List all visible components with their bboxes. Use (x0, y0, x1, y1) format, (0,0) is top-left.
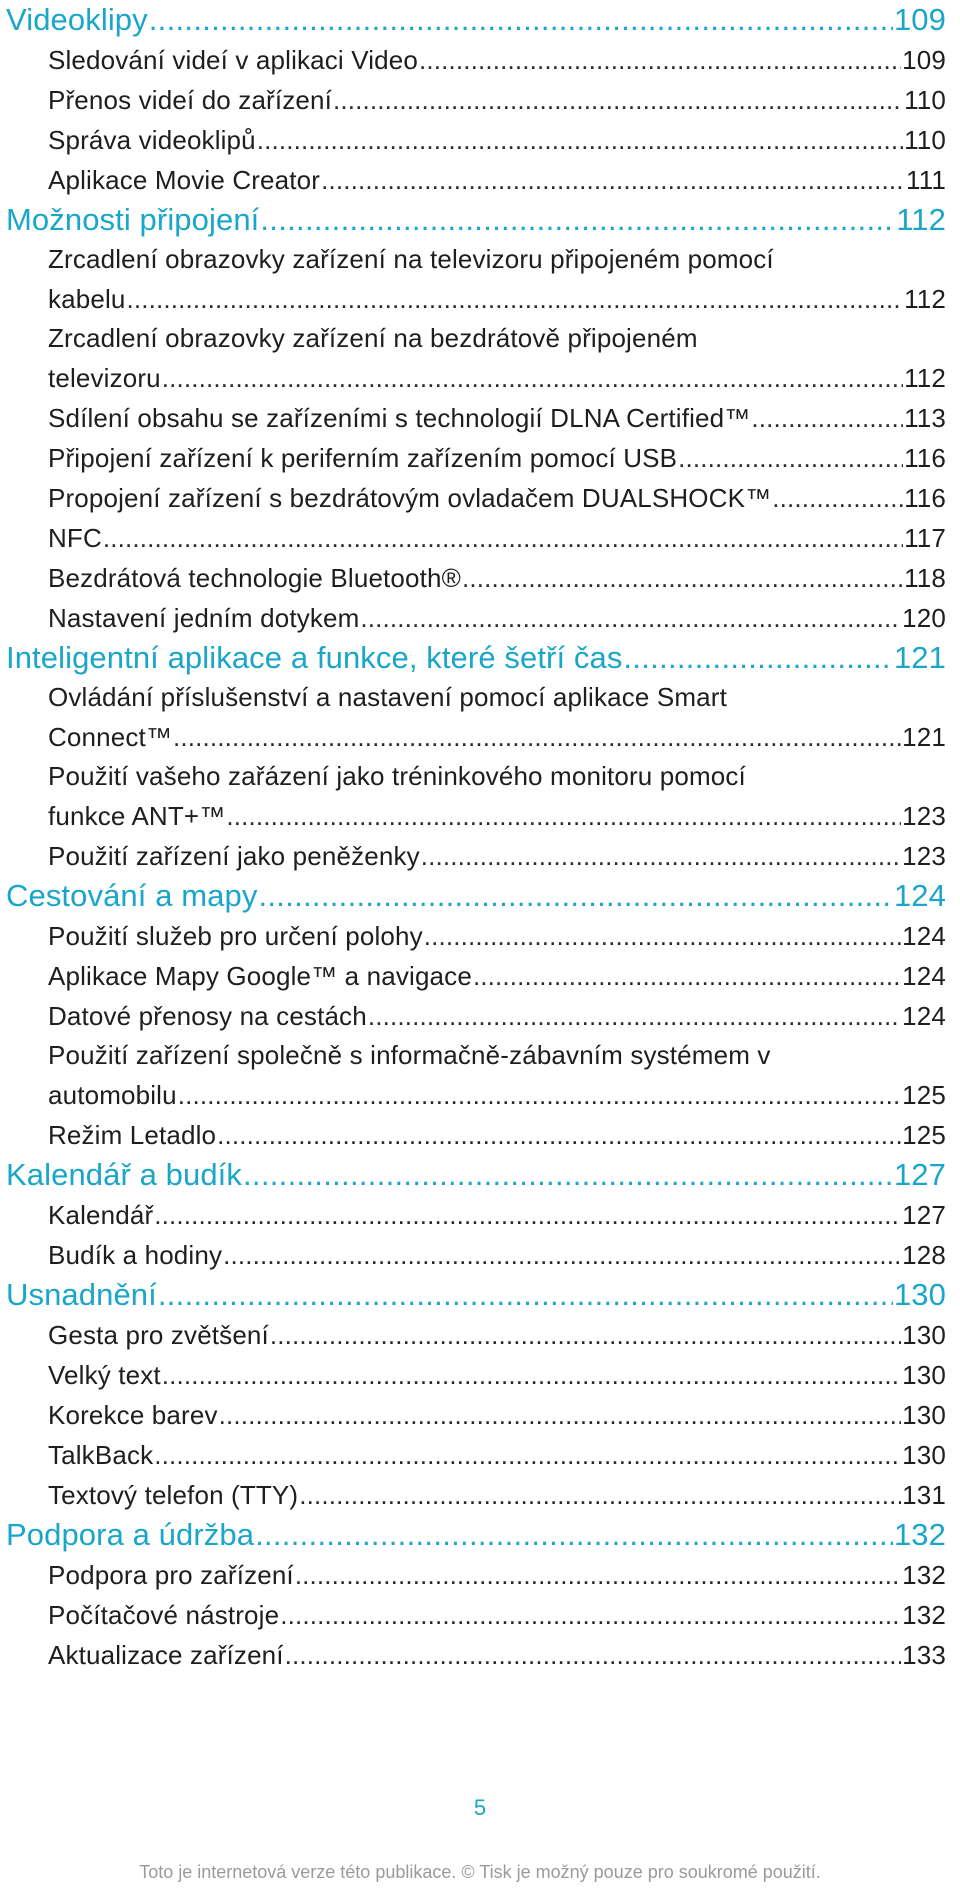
leader-dots (421, 836, 901, 876)
entry-title: Connect™ (48, 722, 173, 752)
leader-dots (217, 1115, 901, 1155)
entry-page-number: 123 (902, 841, 946, 871)
entry-title: Datové přenosy na cestách (48, 1001, 367, 1031)
toc-entry[interactable] (6, 398, 946, 438)
entry-page-number: 130 (902, 1320, 946, 1350)
leader-dots (751, 398, 903, 438)
toc-entry[interactable] (6, 40, 946, 80)
heading-page-number: 109 (893, 2, 946, 37)
table-of-contents (6, 0, 946, 1675)
entry-title: Aplikace Movie Creator (48, 165, 321, 195)
leader-dots (223, 1235, 901, 1275)
entry-page-number: 132 (902, 1560, 946, 1590)
entry-page-number: 130 (902, 1400, 946, 1430)
leader-dots (158, 1275, 893, 1315)
entry-page-number: 116 (904, 483, 946, 513)
toc-section (6, 0, 946, 200)
toc-entry[interactable] (6, 916, 946, 956)
entry-title: Bezdrátová technologie Bluetooth® (48, 563, 461, 593)
entry-page-number: 130 (902, 1360, 946, 1390)
entry-title: televizoru (48, 363, 161, 393)
heading-page-number: 121 (893, 640, 946, 675)
toc-heading[interactable] (6, 1275, 946, 1315)
toc-entry[interactable] (6, 1595, 946, 1635)
toc-entry[interactable] (6, 956, 946, 996)
leader-dots (419, 40, 901, 80)
toc-entry[interactable] (6, 836, 946, 876)
toc-entry[interactable] (6, 478, 946, 518)
toc-heading[interactable] (6, 0, 946, 40)
toc-entry[interactable] (6, 1315, 946, 1355)
leader-dots (219, 1395, 902, 1435)
leader-dots (103, 518, 903, 558)
entry-title: Gesta pro zvětšení (48, 1320, 269, 1350)
toc-section (6, 1275, 946, 1515)
toc-entry[interactable] (6, 1395, 946, 1435)
leader-dots (162, 358, 903, 398)
entry-title: NFC (48, 523, 102, 553)
toc-entry[interactable] (6, 598, 946, 638)
leader-dots (178, 1075, 901, 1115)
entry-title-line1: Zrcadlení obrazovky zařízení na bezdrátově připojeném (48, 323, 698, 353)
toc-entry[interactable] (6, 1235, 946, 1275)
leader-dots (173, 717, 901, 757)
toc-entry[interactable] (6, 996, 946, 1036)
entry-page-number: 110 (904, 85, 946, 115)
leader-dots (299, 1475, 901, 1515)
entry-page-number: 131 (902, 1480, 946, 1510)
entry-title: funkce ANT+™ (48, 801, 226, 831)
heading-title: Usnadnění (6, 1277, 157, 1312)
toc-entry[interactable] (6, 678, 946, 757)
entry-title: Podpora pro zařízení (48, 1560, 294, 1590)
heading-page-number: 127 (893, 1157, 946, 1192)
heading-title: Cestování a mapy (6, 878, 258, 913)
leader-dots (473, 956, 901, 996)
leader-dots (280, 1595, 901, 1635)
entry-title: Korekce barev (48, 1400, 218, 1430)
toc-section (6, 638, 946, 876)
leader-dots (162, 1355, 901, 1395)
leader-dots (368, 996, 901, 1036)
leader-dots (295, 1555, 901, 1595)
leader-dots (149, 0, 893, 40)
entry-title: Režim Letadlo (48, 1120, 217, 1150)
entry-title: Velký text (48, 1360, 161, 1390)
leader-dots (226, 796, 901, 836)
heading-page-number: 130 (893, 1277, 946, 1312)
heading-page-number: 124 (893, 878, 946, 913)
leader-dots (258, 876, 893, 916)
toc-entry[interactable] (6, 319, 946, 398)
entry-title: Aktualizace zařízení (48, 1640, 284, 1670)
entry-page-number: 117 (904, 523, 946, 553)
heading-title: Kalendář a budík (6, 1157, 242, 1192)
leader-dots (154, 1195, 901, 1235)
entry-page-number: 109 (902, 45, 946, 75)
leader-dots (257, 120, 903, 160)
toc-entry[interactable] (6, 1555, 946, 1595)
toc-section (6, 876, 946, 1155)
entry-page-number: 124 (902, 961, 946, 991)
entry-title: automobilu (48, 1080, 177, 1110)
entry-title: Přenos videí do zařízení (48, 85, 332, 115)
entry-page-number: 127 (902, 1200, 946, 1230)
toc-entry[interactable] (6, 240, 946, 319)
toc-entry[interactable] (6, 160, 946, 200)
entry-page-number: 116 (904, 443, 946, 473)
leader-dots (623, 638, 893, 678)
entry-page-number: 111 (906, 165, 946, 195)
toc-entry[interactable] (6, 1195, 946, 1235)
entry-title: Připojení zařízení k periferním zařízením pomocí USB (48, 443, 678, 473)
entry-title-line1: Ovládání příslušenství a nastavení pomocí aplikace Smart (48, 682, 727, 712)
toc-heading[interactable] (6, 1515, 946, 1555)
toc-entry[interactable] (6, 120, 946, 160)
entry-page-number: 125 (902, 1120, 946, 1150)
toc-section (6, 1155, 946, 1275)
toc-entry[interactable] (6, 80, 946, 120)
entry-title: Kalendář (48, 1200, 154, 1230)
entry-title: Sdílení obsahu se zařízeními s technologií DLNA Certified™ (48, 403, 751, 433)
heading-title: Možnosti připojení (6, 202, 260, 237)
entry-title-line1: Použití zařízení společně s informačně-zábavním systémem v (48, 1040, 771, 1070)
leader-dots (360, 598, 901, 638)
leader-dots (255, 1515, 893, 1555)
toc-entry[interactable] (6, 1435, 946, 1475)
entry-title: Budík a hodiny (48, 1240, 223, 1270)
leader-dots (462, 558, 903, 598)
toc-section (6, 200, 946, 638)
heading-title: Videoklipy (6, 2, 148, 37)
entry-title: Textový telefon (TTY) (48, 1480, 299, 1510)
entry-page-number: 124 (902, 921, 946, 951)
toc-entry[interactable] (6, 1475, 946, 1515)
leader-dots (270, 1315, 901, 1355)
entry-page-number: 125 (902, 1080, 946, 1110)
entry-title: kabelu (48, 284, 126, 314)
entry-title: Použití služeb pro určení polohy (48, 921, 423, 951)
toc-entry[interactable] (6, 558, 946, 598)
toc-entry[interactable] (6, 757, 946, 836)
entry-page-number: 123 (902, 801, 946, 831)
leader-dots (127, 279, 904, 319)
leader-dots (243, 1155, 893, 1195)
entry-page-number: 121 (902, 722, 946, 752)
entry-page-number: 112 (904, 363, 946, 393)
footer-note: Toto je internetová verze této publikace. © Tisk je možný pouze pro soukromé použití. (139, 1862, 821, 1882)
heading-title: Inteligentní aplikace a funkce, které šetří čas (6, 640, 623, 675)
entry-page-number: 112 (904, 284, 946, 314)
toc-entry[interactable] (6, 1115, 946, 1155)
entry-page-number: 120 (902, 603, 946, 633)
toc-entry[interactable] (6, 518, 946, 558)
entry-title: Sledování videí v aplikaci Video (48, 45, 418, 75)
toc-entry[interactable] (6, 438, 946, 478)
leader-dots (772, 478, 903, 518)
toc-heading[interactable] (6, 1155, 946, 1195)
entry-title-line1: Použití vašeho zařázení jako tréninkového monitoru pomocí (48, 761, 746, 791)
entry-title-line1: Zrcadlení obrazovky zařízení na televizoru připojeném pomocí (48, 244, 774, 274)
entry-page-number: 132 (902, 1600, 946, 1630)
leader-dots (424, 916, 901, 956)
leader-dots (154, 1435, 901, 1475)
entry-title: TalkBack (48, 1440, 154, 1470)
entry-title: Nastavení jedním dotykem (48, 603, 360, 633)
entry-page-number: 128 (902, 1240, 946, 1270)
toc-heading[interactable] (6, 200, 946, 240)
entry-page-number: 124 (902, 1001, 946, 1031)
toc-section (6, 1515, 946, 1675)
heading-title: Podpora a údržba (6, 1517, 255, 1552)
leader-dots (321, 160, 905, 200)
toc-entry[interactable] (6, 1036, 946, 1115)
entry-page-number: 110 (904, 125, 946, 155)
entry-title: Propojení zařízení s bezdrátovým ovladačem DUALSHOCK™ (48, 483, 772, 513)
entry-page-number: 113 (904, 403, 946, 433)
page-number: 5 (473, 1795, 487, 1820)
leader-dots (678, 438, 903, 478)
entry-title: Aplikace Mapy Google™ a navigace (48, 961, 472, 991)
entry-title: Počítačové nástroje (48, 1600, 280, 1630)
entry-title: Správa videoklipů (48, 125, 256, 155)
entry-page-number: 133 (902, 1640, 946, 1670)
heading-page-number: 132 (893, 1517, 946, 1552)
leader-dots (260, 200, 895, 240)
leader-dots (285, 1635, 901, 1675)
toc-entry[interactable] (6, 1355, 946, 1395)
toc-heading[interactable] (6, 638, 946, 678)
entry-title: Použití zařízení jako peněženky (48, 841, 420, 871)
entry-page-number: 118 (904, 563, 946, 593)
toc-heading[interactable] (6, 876, 946, 916)
heading-page-number: 112 (896, 202, 946, 237)
toc-entry[interactable] (6, 1635, 946, 1675)
entry-page-number: 130 (902, 1440, 946, 1470)
leader-dots (333, 80, 903, 120)
